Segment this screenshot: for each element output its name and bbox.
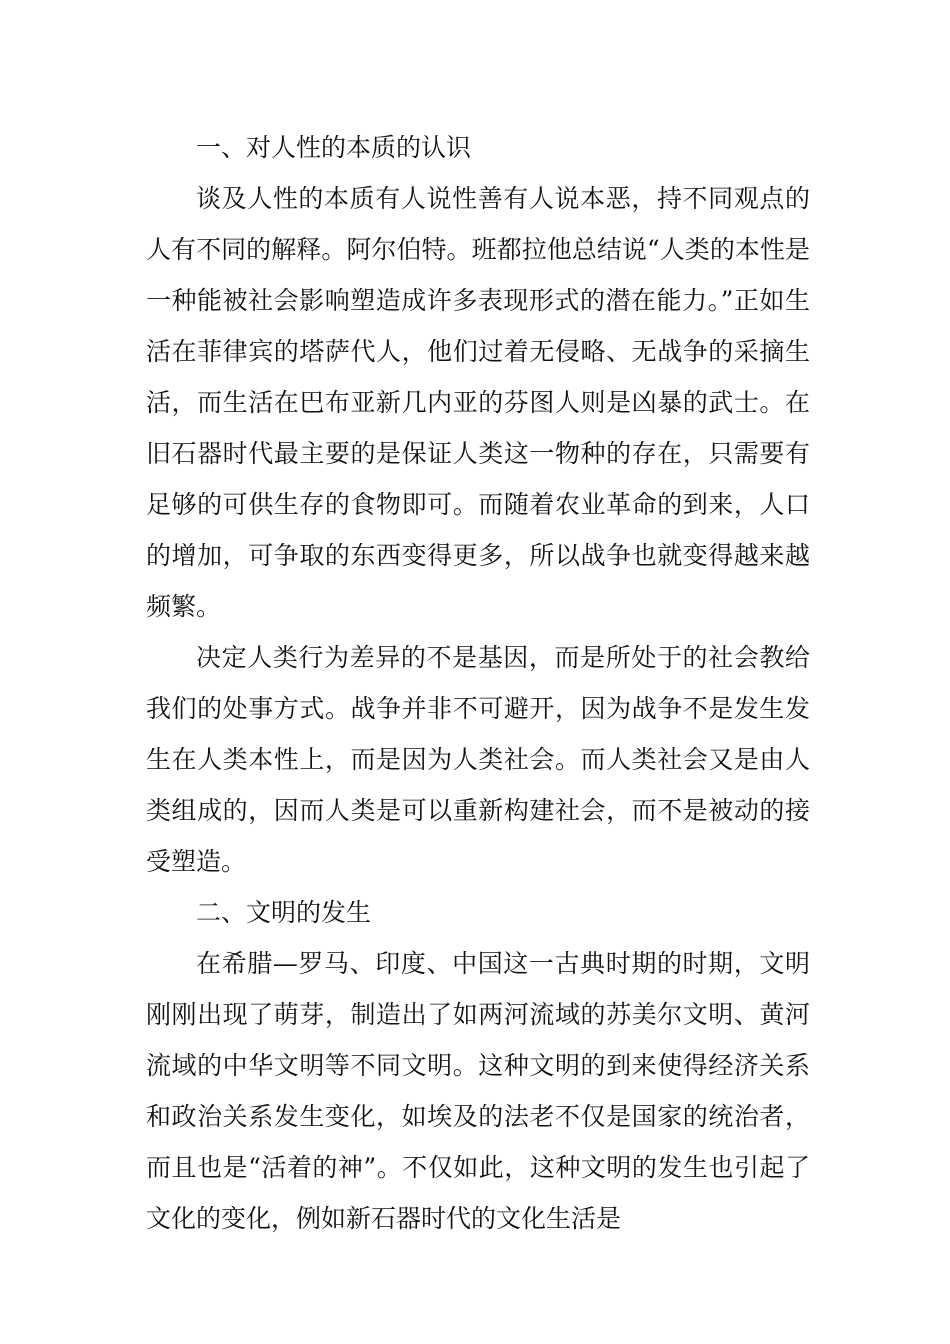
paragraph-human-nature-views: 谈及人性的本质有人说性善有人说本恶，持不同观点的人有不同的解释。阿尔伯特。班都拉他总结说“人类的本性是一种能被社会影响塑造成许多表现形式的潜在能力。”正如生活在菲律宾的塔萨代人，他们过着无侵略、无战争的采摘生活，而生活在巴布亚新几内亚的芬图人则是凶暴的武士。在旧石器时代最主要的是保证人类这一物种的存在，只需要有足够的可供生存的食物即可。而随着农业革命的到来，人口的增加，可争取的东西变得更多，所以战争也就变得越来越频繁。 <box>146 184 810 621</box>
section-heading-human-nature: 一、对人性的本质的认识 <box>196 133 472 162</box>
section-heading-civilization: 二、文明的发生 <box>196 898 372 927</box>
paragraph-civilization-origin: 在希腊—罗马、印度、中国这一古典时期的时期，文明刚刚出现了萌芽，制造出了如两河流域的苏美尔文明、黄河流域的中华文明等不同文明。这种文明的到来使得经济关系和政治关系发生变化，如埃及的法老不仅是国家的统治者，而且也是“活着的神”。不仅如此，这种文明的发生也引起了文化的变化，例如新石器时代的文化生活是 <box>146 949 810 1233</box>
document-page <box>146 122 810 1244</box>
paragraph-behavior-differences: 决定人类行为差异的不是基因，而是所处于的社会教给我们的处事方式。战争并非不可避开，因为战争不是发生发生在人类本性上，而是因为人类社会。而人类社会又是由人类组成的，因而人类是可以重新构建社会，而不是被动的接受塑造。 <box>146 643 810 876</box>
